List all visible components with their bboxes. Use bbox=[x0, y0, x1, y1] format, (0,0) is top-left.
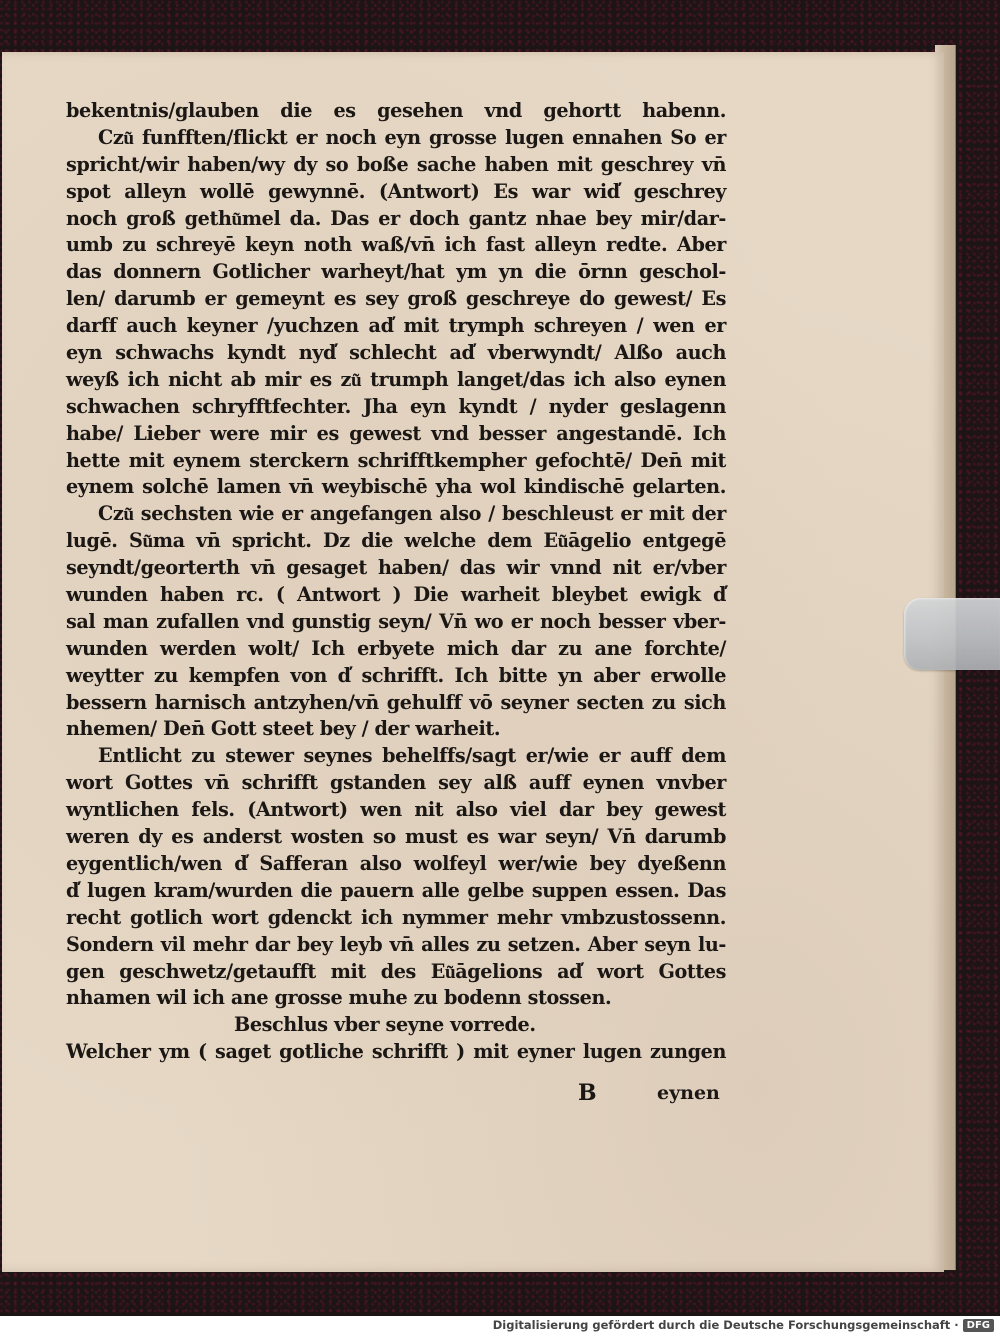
text-line: Welcher ym ( saget gotliche schrifft ) mit eyner lugen zungen bbox=[66, 1040, 726, 1064]
text-line: sal man zufallen vnd gunstig seyn/ Vn̄ wo er noch besser vber- bbox=[66, 609, 726, 633]
text-line: Entlicht zu stewer seynes behelffs/sagt er/wie er auff dem bbox=[98, 744, 726, 768]
text-line: weytter zu kempfen von d̕ schrifft. Ich bitte yn aber erwolle bbox=[66, 663, 726, 687]
text-line: wyntlichen fels. (Antwort) wen nit also viel dar bey gewest bbox=[66, 798, 726, 822]
text-line: eynem solchē lamen vn̄ weybischē yha wol kindischē gelarten. bbox=[66, 475, 726, 499]
text-line: das donnern Gotlicher warheyt/hat ym yn die ōrnn geschol- bbox=[66, 260, 726, 284]
text-line: wunden haben rc. ( Antwort ) Die warheit bleybet ewigk d̕ bbox=[66, 583, 726, 607]
clip-tab bbox=[904, 598, 1000, 670]
text-line: spricht/wir haben/wy dy so boße sache haben mit geschrey vn̄ bbox=[66, 152, 726, 176]
text-line: umb zu schreyē keyn noth waß/vn̄ ich fast alleyn redte. Aber bbox=[66, 233, 726, 257]
text-line: nhemen/ Den̄ Gott steet bey / der warheit. bbox=[66, 717, 501, 741]
text-line: noch groß gethu͂mel da. Das er doch gantz nhae bey mir/dar- bbox=[66, 206, 726, 230]
catchword: eynen bbox=[657, 1082, 720, 1104]
text-line: habe/ Lieber were mir es gewest vnd besser angestandē. Ich bbox=[66, 421, 726, 445]
signature-mark: B bbox=[578, 1080, 597, 1106]
text-line: weren dy es anderst wosten so must es war seyn/ Vn̄ darumb bbox=[66, 825, 726, 849]
text-line: darff auch keyner /yuchzen ad̕ mit trymph schreyen / wen er bbox=[66, 314, 726, 338]
text-line: len/ darumb er gemeynt es sey groß geschreye do gewest/ Es bbox=[66, 287, 726, 311]
text-line: Sondern vil mehr dar bey leyb vn̄ alles zu setzen. Aber seyn lu- bbox=[66, 932, 726, 956]
footer-credit bbox=[493, 1318, 994, 1332]
text-line: hette mit eynem sterckern schrifftkempher gefochtē/ Den̄ mit bbox=[66, 448, 726, 472]
section-heading: Beschlus vber seyne vorrede. bbox=[234, 1013, 536, 1037]
text-line: wunden werden wolt/ Ich erbyete mich dar zu ane forchte/ bbox=[66, 636, 726, 660]
text-line: bekentnis/glauben die es gesehen vnd gehortt habenn. bbox=[66, 99, 726, 122]
text-line: weyß ich nicht ab mir es zu͂ trumph langet/das ich also eynen bbox=[66, 367, 726, 391]
footer-text: Digitalisierung gefördert durch die Deutsche Forschungsgemeinschaft · bbox=[492, 1318, 959, 1332]
text-line: Czu͂ sechsten wie er angefangen also / beschleust er mit der bbox=[98, 502, 726, 526]
text-line: nhamen wil ich ane grosse muhe zu bodenn stossen. bbox=[66, 986, 612, 1010]
text-line: Czu͂ funfften/flickt er noch eyn grosse lugen ennahen So er bbox=[98, 125, 726, 149]
text-line: spot alleyn wollē gewynnē. (Antwort) Es war wid̕ geschrey bbox=[66, 179, 726, 203]
text-line: lugē. Su͂ma vn̄ spricht. Dz die welche dem Eu͂āgelio entgegē bbox=[66, 529, 726, 553]
text-line: seyndt/georterth vn̄ gesaget haben/ das wir vnnd nit er/vber bbox=[66, 556, 726, 580]
text-line: bessern harnisch antzyhen/vn̄ gehulff vō seyner secten zu sich bbox=[66, 690, 726, 714]
text-line: recht gotlich wort gdenckt ich nymmer mehr vmbzustossenn. bbox=[66, 905, 726, 929]
text-line: d̕ lugen kram/wurden die pauern alle gelbe suppen essen. Das bbox=[66, 878, 726, 902]
text-line: eyn schwachs kyndt nyd̕ schlecht ad̕ vberwyndt/ Alßo auch bbox=[66, 341, 726, 365]
text-line: schwachen schryfftfechter. Jha eyn kyndt / nyder geslagenn bbox=[66, 394, 726, 418]
text-line: eygentlich/wen d̕ Safferan also wolfeyl wer/wie bey dyeßenn bbox=[66, 851, 726, 875]
text-line: gen geschwetz/getaufft mit des Eu͂āgelions ad̕ wort Gottes bbox=[66, 959, 726, 983]
dfg-logo-icon: DFG bbox=[963, 1319, 994, 1332]
page-text bbox=[66, 98, 726, 1066]
text-line: wort Gottes vn̄ schrifft gstanden sey alß auff eynen vnvber bbox=[66, 771, 726, 795]
